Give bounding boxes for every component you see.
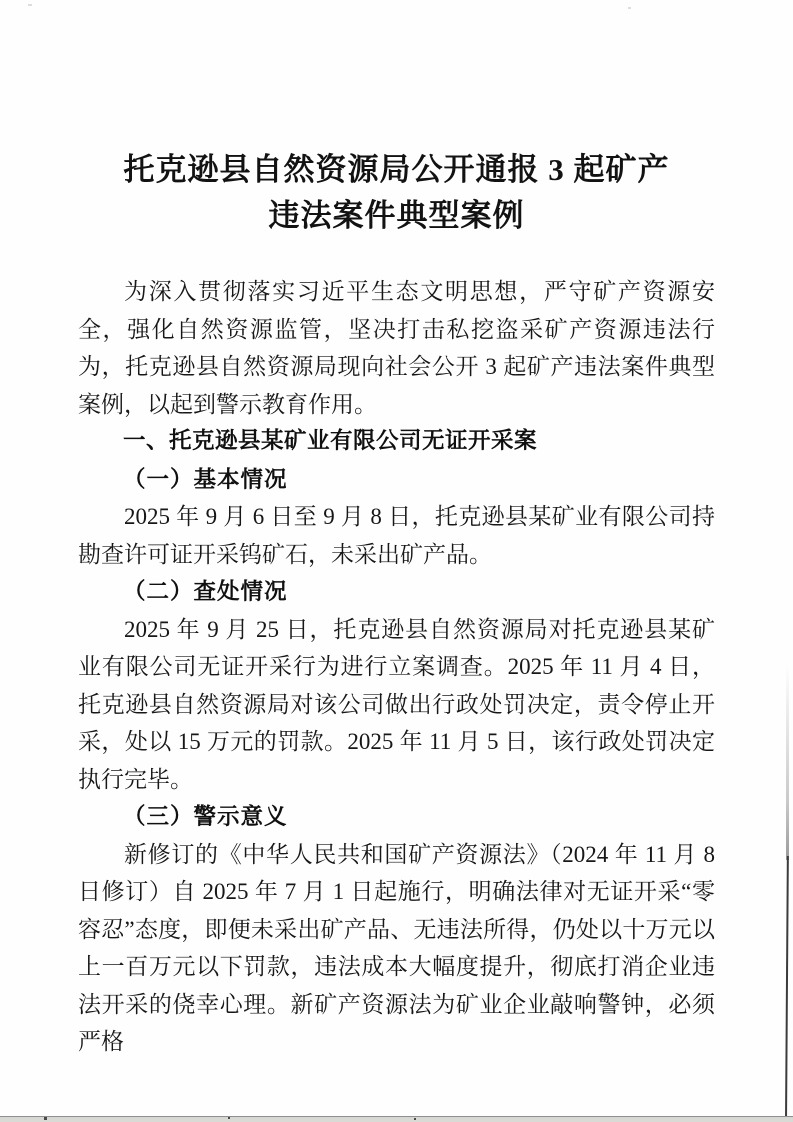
scan-speck (414, 1118, 416, 1120)
case1-section1-subheading: （一）基本情况 (123, 466, 288, 492)
scan-bottom-bar (0, 1116, 793, 1122)
case1-heading: 一、托克逊县某矿业有限公司无证开采案 (123, 428, 538, 454)
case1-section1-paragraph: 2025 年 9 月 6 日至 9 月 8 日，托克逊县某矿业有限公司持勘查许可证开采钨矿石，未采出矿产品。 (78, 504, 715, 567)
document-content (78, 147, 715, 1061)
case1-section2-paragraph: 2025 年 9 月 25 日，托克逊县自然资源局对托克逊县某矿业有限公司无证开采行为进行立案调查。2025 年 11 月 4 日，托克逊县自然资源局对该公司做出行政处罚决定，责令停止开采，处以 15 万元的罚款。2025 年 11 月 5 日，该行政处罚决定执行完毕。 (78, 616, 715, 792)
scan-edge-line (785, 856, 789, 1122)
case1-section3-subheading: （三）警示意义 (123, 804, 288, 829)
scan-speck (28, 4, 32, 6)
scan-speck (44, 1117, 47, 1120)
scan-speck (628, 7, 631, 9)
document-title-line1: 托克逊县自然资源局公开通报 3 起矿产 (123, 152, 670, 187)
scan-speck (228, 1117, 230, 1119)
document-title-line2: 违法案件典型案例 (268, 198, 525, 233)
document-body (78, 273, 715, 1061)
case1-section2-subheading: （二）查处情况 (123, 579, 288, 604)
scan-edge-smudge (786, 665, 789, 860)
document-title (78, 147, 715, 239)
case1-section3-paragraph: 新修订的《中华人民共和国矿产资源法》（2024 年 11 月 8 日修订）自 2025 年 7 月 1 日起施行，明确法律对无证开采“零容忍”态度，即便未采出矿产品、无违法所得，仍处以十万元以上一百万元以下罚款，违法成本大幅度提升，彻底打消企业违法开采的侥幸心理。新矿产资源法为矿业企业敲响警钟，必须严格 (78, 841, 715, 1054)
intro-paragraph: 为深入贯彻落实习近平生态文明思想，严守矿产资源安全，强化自然资源监管，坚决打击私挖盗采矿产资源违法行为，托克逊县自然资源局现向社会公开 3 起矿产违法案件典型案例，以起到警示教育作用。 (78, 279, 715, 417)
